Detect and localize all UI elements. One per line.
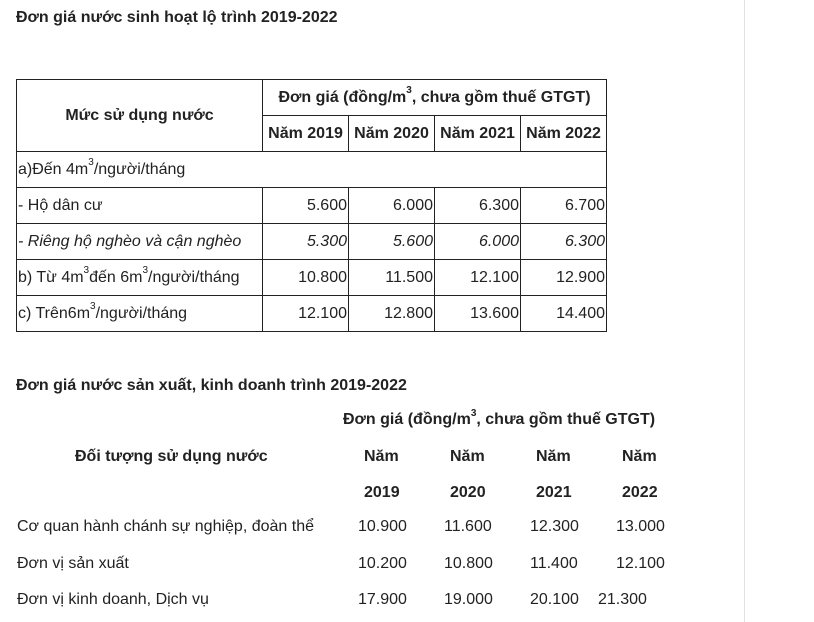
price-cell: 5.600 [349, 224, 435, 260]
page-divider [744, 0, 745, 622]
price-cell: 10.200 [358, 555, 407, 572]
price-cell: 13.000 [616, 518, 665, 535]
table-row [17, 224, 607, 260]
price-cell: 12.800 [349, 296, 435, 332]
row-label: Đơn vị kinh doanh, Dịch vụ [17, 591, 209, 608]
section1-heading: Đơn giá nước sinh hoạt lộ trình 2019-2022 [16, 9, 338, 26]
price-cell: 12.900 [521, 260, 607, 296]
year-header: Năm 2022 [521, 116, 607, 152]
price-cell: 10.900 [358, 518, 407, 535]
year-number: 2020 [450, 484, 486, 501]
price-cell: 13.600 [435, 296, 521, 332]
table-row [17, 296, 607, 332]
price-cell: 6.300 [435, 188, 521, 224]
row-label: a)Đến $4m^3/người$/tháng [17, 152, 607, 188]
price-header: Đơn giá ($đồng/m^3$, chưa gồm thuế GTGT) [343, 407, 656, 428]
year-header: Năm 2021 [435, 116, 521, 152]
price-cell: 10.800 [444, 555, 493, 572]
price-cell: 12.100 [616, 555, 665, 572]
price-cell: 12.100 [263, 296, 349, 332]
residential-price-table [16, 79, 607, 332]
price-cell: 11.400 [530, 555, 578, 572]
year-number: 2022 [622, 484, 658, 501]
row-label: c) $Trên6m^3/người$/tháng [17, 296, 263, 332]
price-cell: 21.300 [598, 591, 647, 608]
price-cell: 12.300 [530, 518, 579, 535]
row-label: - Riêng hộ nghèo và cận nghèo [17, 224, 263, 260]
price-cell: 20.100 [530, 591, 579, 608]
table-row [17, 260, 607, 296]
row-label: - Hộ dân cư [17, 188, 263, 224]
table-row [17, 188, 607, 224]
table-header-row [17, 80, 607, 116]
row-label: Đơn vị sản xuất [17, 555, 129, 572]
price-header: Đơn giá ($đồng/m^3$, chưa gồm thuế GTGT) [263, 80, 607, 116]
section2-heading: Đơn giá nước sản xuất, kinh doanh trình 2019-2022 [16, 377, 407, 394]
year-header: Năm [536, 448, 571, 465]
price-cell: 6.000 [435, 224, 521, 260]
price-cell: 11.500 [349, 260, 435, 296]
user-type-header: Đối tượng sử dụng nước [75, 448, 268, 465]
usage-level-header: Mức sử dụng nước [17, 80, 263, 152]
price-cell: 6.000 [349, 188, 435, 224]
year-number: 2019 [364, 484, 400, 501]
row-label: Cơ quan hành chánh sự nghiệp, đoàn thể [17, 518, 314, 535]
year-number: 2021 [536, 484, 572, 501]
year-header: Năm 2019 [263, 116, 349, 152]
price-cell: 12.100 [435, 260, 521, 296]
price-cell: 6.300 [521, 224, 607, 260]
year-header: Năm [450, 448, 485, 465]
price-cell: 11.600 [444, 518, 492, 535]
price-cell: 10.800 [263, 260, 349, 296]
price-cell: 5.600 [263, 188, 349, 224]
price-cell: 5.300 [263, 224, 349, 260]
price-cell: 6.700 [521, 188, 607, 224]
year-header: Năm [622, 448, 657, 465]
price-cell: 19.000 [444, 591, 493, 608]
price-cell: 14.400 [521, 296, 607, 332]
price-cell: 17.900 [358, 591, 407, 608]
year-header: Năm [364, 448, 399, 465]
year-header: Năm 2020 [349, 116, 435, 152]
row-label: b) Từ $4m^3đến$ $6m^3/người$/tháng [17, 260, 263, 296]
table-row [17, 152, 607, 188]
